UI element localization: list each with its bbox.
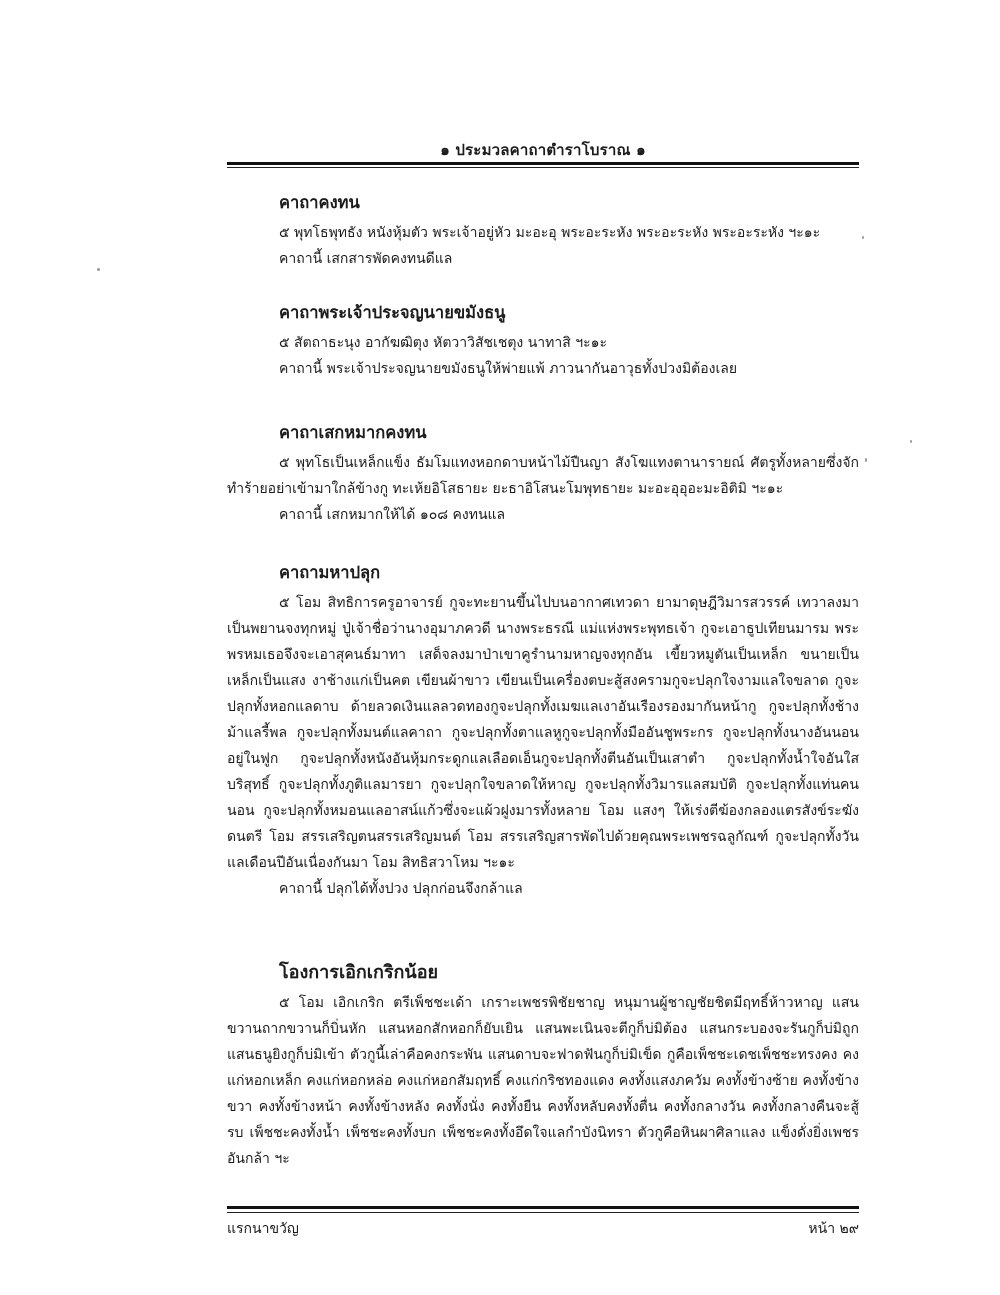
footer-rule-thin	[227, 1212, 859, 1213]
verse-paragraph: ๕ พุทโธพุทธัง หนังหุ้มตัว พระเจ้าอยู่หัว มะอะอุ พระอะระหัง พระอะระหัง พระอะระหัง ฯะ๑ะ	[279, 225, 821, 241]
section-ongkan-oek-kroek	[227, 962, 859, 1172]
section-kata-sek-mak	[227, 422, 859, 562]
page-body	[227, 192, 859, 1172]
verse-note: คาถานี้ พระเจ้าประจญนายขมังธนูให้พ่ายแพ้ ภาวนากันอาวุธทั้งปวงมิต้องเลย	[279, 361, 738, 377]
section-kata-maha-pluk	[227, 562, 859, 962]
verse-paragraph: ๕ สัตถาธะนุง อากัฆฒิตุง หัตวาวิสัชเชตุง นาทาสิ ฯะ๑ะ	[279, 335, 608, 351]
footer-page-number: หน้า ๒๙	[808, 1221, 859, 1237]
running-header: ๑ ประมวลคาถาตำราโบราณ ๑	[440, 141, 646, 159]
verse-note: คาถานี้ เสกหมากให้ได้ ๑๐๘ คงทนแล	[279, 507, 506, 523]
scan-speck	[97, 268, 100, 271]
footer-book-title: แรกนาขวัญ	[227, 1221, 299, 1237]
verse-note: คาถานี้ เสกสารพัดคงทนดีแล	[279, 251, 453, 267]
section-title: คาถามหาปลุก	[279, 563, 381, 582]
section-kata-phra-chao	[227, 302, 859, 422]
footer-rule-thick	[227, 1206, 859, 1209]
header-rule-thick	[227, 162, 859, 165]
section-title: คาถาคงทน	[279, 193, 360, 212]
verse-note: คาถานี้ ปลุกได้ทั้งปวง ปลุกก่อนจึงกล้าแล	[279, 881, 523, 897]
scan-speck	[910, 440, 912, 443]
header-rule-thin	[227, 167, 859, 168]
verse-paragraph: ๕ โอม เอิกเกริก ตรีเพ็ชชะเด้า เกราะเพชรพิชัยชาญ หนุมานผู้ชาญชัยชิตมีฤทธิ์ห้าวหาญ แสนขวานถากขวานก็บิ่นหัก แสนหอกสักหอกก็ยับเยิน แสนพะเนินจะตีกูก็บ่มิต้อง แสนกระบองจะรันกูก็บ่มิถูก แสนธนูยิงกูก็บ่มิเข้า ตัวกูนี้เล่าคือคงกระพัน แสนดาบจะฟาดฟันกูก็บ่มิเข็ด กูคือเพ็ชชะเดชเพ็ชชะทรงคง คงแก่หอกเหล็ก คงแก่หอกหล่อ คงแก่หอกสัมฤทธิ์ คงแก่กริชทองแดง คงทั้งแสงภควัม คงทั้งข้างซ้าย คงทั้งข้างขวา คงทั้งข้างหน้า คงทั้งข้างหลัง คงทั้งนั่ง คงทั้งยืน คงทั้งหลับคงทั้งตื่น คงทั้งกลางวัน คงทั้งกลางคืนจะสู้รบ เพ็ชชะคงทั้งน้ำ เพ็ชชะคงทั้งบก เพ็ชชะคงทั้งอึดใจแลกำบังนิทรา ตัวกูคือหินผาศิลาแลง แข็งดั่งยิ่งเพชรอันกล้า ฯะ	[227, 995, 859, 1167]
section-title: คาถาเสกหมากคงทน	[279, 423, 427, 442]
scan-speck	[862, 236, 864, 239]
verse-paragraph: ๕ โอม สิทธิการครูอาจารย์ กูจะทะยานขึ้นไปบนอากาศเทวดา ยามาดุษฎีวิมารสวรรค์ เทวาลงมาเป็นพยานจงทุกหมู่ ปู่เจ้าชื่อว่านางอุมาภควดี นางพระธรณี แม่แห่งพระพุทธเจ้า กูจะเอาธูปเทียนมารม พระพรหมเธอจึงจะเอาสุคนธ์มาทา เสด็จลงมาป่าเขาคูรำนามหาญจงทุกอัน เขี้ยวหมูตันเป็นเหล็ก ขนายเป็นเหล็กเป็นแสง งาช้างแก่เป็นคต เขียนผ้าขาว เขียนเป็นเครื่องตบะสู้สงครามกูจะปลุกใจงามแลใจขลาด กูจะปลุกทั้งหอกแลดาบ ด้ายลวดเงินแลลวดทองกูจะปลุกทั้งเมฆแลเงาอันเรืองรองมากันหน้ากู กูจะปลุกทั้งช้างม้าแลรี้พล กูจะปลุกทั้งมนต์แลคาถา กูจะปลุกทั้งตาแลหูกูจะปลุกทั้งมืออันชูพระกร กูจะปลุกทั้งนางอันนอนอยู่ในฟูก กูจะปลุกทั้งหนังอันหุ้มกระดูกแลเลือดเอ็นกูจะปลุกทั้งตีนอันเป็นเสาตำ กูจะปลุกทั้งน้ำใจอันใสบริสุทธิ์ กูจะปลุกทั้งภูติแลมารยา กูจะปลุกใจขลาดให้หาญ กูจะปลุกทั้งวิมารแลสมบัติ กูจะปลุกทั้งแท่นคนนอน กูจะปลุกทั้งหมอนแลอาสน์แก้วซึ่งจะแผ้วฝูงมารทั้งหลาย โอม แสงๆ ให้เร่งตีฆ้องกลองแตรสังข์ระฆังดนตรี โอม สรรเสริญตนสรรเสริญมนต์ โอม สรรเสริญสารพัดไปด้วยคุณพระเพชรฉลูกัณฑ์ กูจะปลุกทั้งวันแลเดือนปีอันเนื่องกันมา โอม สิทธิสวาโหม ฯะ๑ะ	[227, 595, 859, 871]
scan-speck	[865, 458, 867, 462]
section-title: คาถาพระเจ้าประจญนายขมังธนู	[279, 303, 506, 322]
section-title: โองการเอิกเกริกน้อย	[279, 962, 439, 983]
verse-paragraph: ๕ พุทโธเป็นเหล็กแข็ง ธัมโมแทงหอกดาบหน้าไม้ปืนญา สังโฆแทงตานารายณ์ ศัตรูทั้งหลายซึ่งจักทำร้ายอย่าเข้ามาใกล้ข้างกู ทะเห้ยอิโสธายะ ยะธาอิโสนะโมพุทธายะ มะอะอุอุอะมะอิติมิ ฯะ๑ะ	[227, 455, 859, 497]
section-kata-khong-thon	[227, 192, 859, 302]
